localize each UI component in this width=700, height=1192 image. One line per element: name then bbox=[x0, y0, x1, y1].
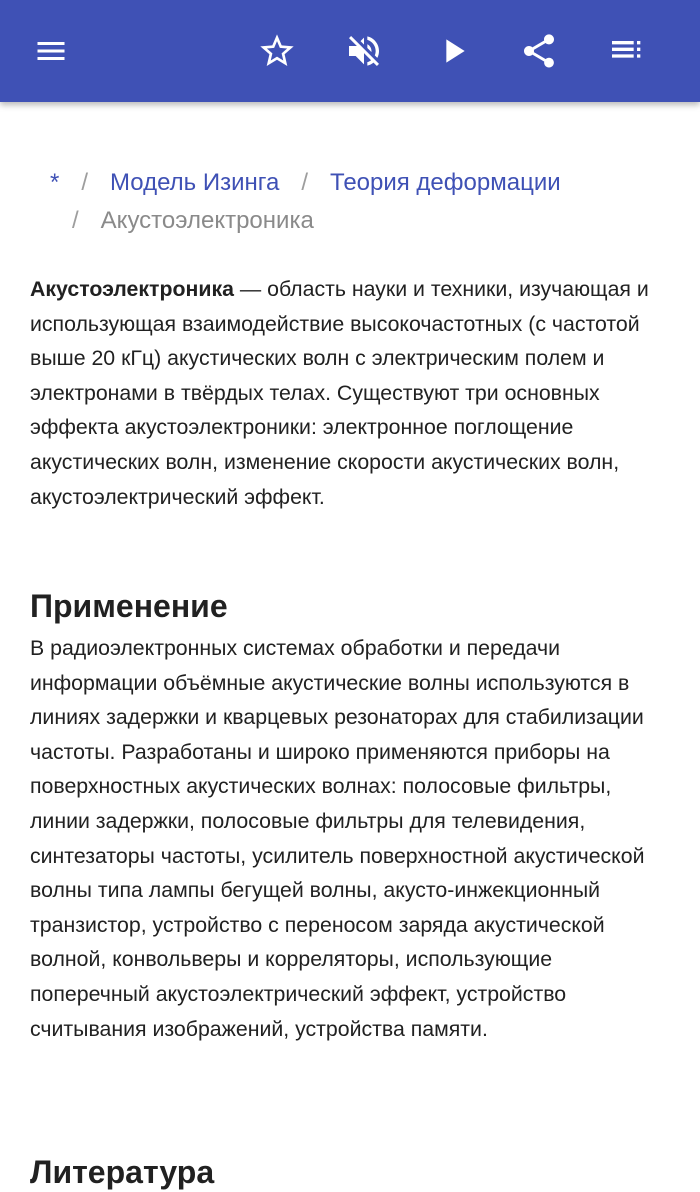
breadcrumb-separator: / bbox=[301, 169, 308, 196]
breadcrumb-link-ising-model[interactable]: Модель Изинга bbox=[110, 169, 280, 196]
star-outline-icon bbox=[257, 31, 297, 71]
breadcrumb bbox=[50, 164, 670, 240]
share-button[interactable] bbox=[509, 21, 569, 81]
menu-button[interactable] bbox=[21, 21, 81, 81]
section-heading-application: Применение bbox=[30, 588, 228, 624]
breadcrumb-current: Акустоэлектроника bbox=[100, 207, 314, 234]
mute-button[interactable] bbox=[334, 21, 394, 81]
share-icon bbox=[519, 31, 559, 71]
breadcrumb-link-deformation-theory[interactable]: Теория деформации bbox=[330, 169, 561, 196]
favorite-button[interactable] bbox=[247, 21, 307, 81]
play-icon bbox=[433, 31, 473, 71]
article-content bbox=[0, 102, 700, 1190]
app-toolbar bbox=[0, 0, 700, 102]
volume-off-icon bbox=[344, 31, 384, 71]
play-button[interactable] bbox=[423, 21, 483, 81]
contents-button[interactable] bbox=[597, 21, 657, 81]
breadcrumb-separator: / bbox=[81, 169, 89, 196]
intro-paragraph bbox=[30, 272, 670, 514]
intro-text: — область науки и техники, изучающая и использующая взаимодействие высокочастотных (с частотой выше 20 кГц) акустических волн с электрическим полем и электронами в твёрдых телах. Существуют три основных эффекта акустоэлектроники: электронное поглощение акустических волн, изменение скорости акустических волн, акустоэлектрический эффект. bbox=[30, 277, 649, 509]
menu-icon bbox=[33, 33, 69, 69]
playlist-icon bbox=[607, 31, 647, 71]
breadcrumb-separator: / bbox=[72, 207, 79, 234]
section-heading-literature: Литература bbox=[30, 1154, 215, 1190]
intro-term: Акустоэлектроника bbox=[30, 277, 234, 301]
breadcrumb-root-link[interactable]: * bbox=[50, 169, 60, 196]
application-paragraph: В радиоэлектронных системах обработки и передачи информации объёмные акустические волны используются в линиях задержки и кварцевых резонаторах для стабилизации частоты. Разработаны и широко применяются приборы на поверхностных акустических волнах: полосовые фильтры, линии задержки, полосовые фильтры для телевидения, синтезаторы частоты, усилитель поверхностной акустической волны типа лампы бегущей волны, акусто-инжекционный транзистор, устройство с переносом заряда акустической волной, конвольверы и корреляторы, использующие поперечный акустоэлектрический эффект, устройство считывания изображений, устройства памяти. bbox=[30, 636, 645, 1041]
